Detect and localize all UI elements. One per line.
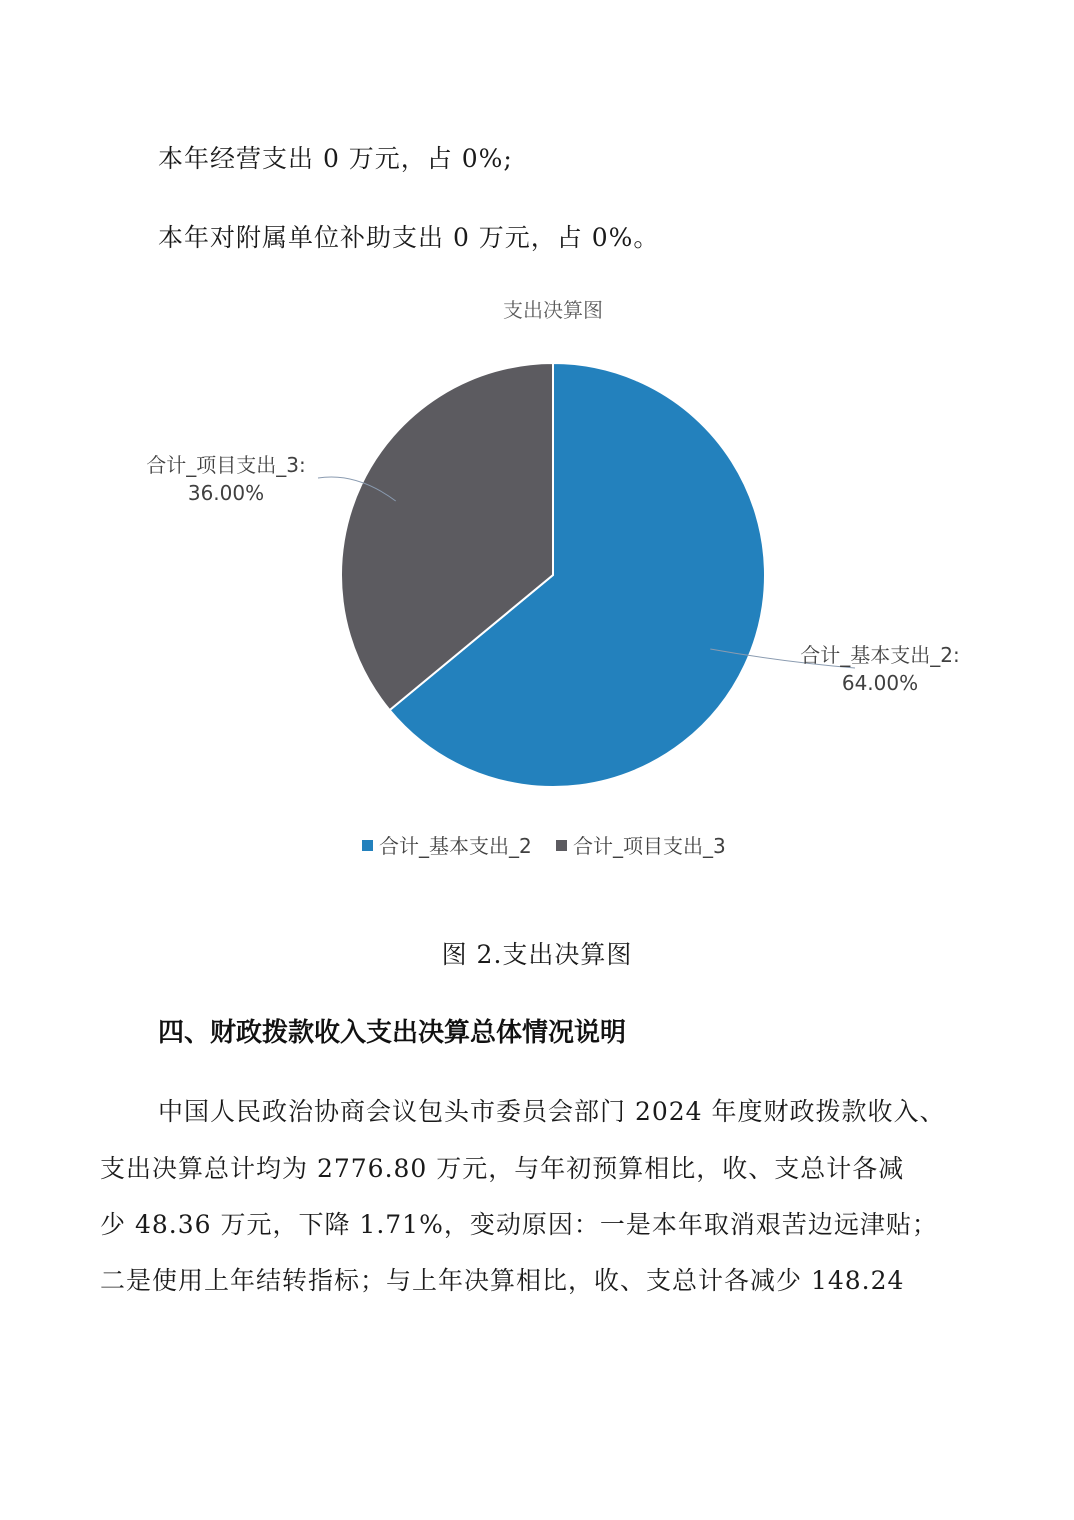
slice-label-value-1: 64.00% [841, 671, 919, 695]
pie-slices [341, 363, 765, 787]
figure-caption: 图 2.支出决算图 [441, 940, 633, 969]
legend-label-2: 合计_项目支出_3 [573, 834, 726, 858]
body-line-3: 少 48.36 万元，下降 1.71%，变动原因：一是本年取消艰苦边远津贴； [100, 1210, 938, 1239]
body-line-4: 二是使用上年结转指标；与上年决算相比，收、支总计各减少 148.24 [100, 1266, 905, 1295]
slice-label-value-2: 36.00% [187, 481, 265, 505]
section-heading: 四、财政拨款收入支出决算总体情况说明 [158, 1018, 627, 1048]
legend-label-1: 合计_基本支出_2 [379, 834, 532, 858]
paragraph-subsidy-expense: 本年对附属单位补助支出 0 万元，占 0%。 [158, 223, 660, 252]
chart-title: 支出决算图 [503, 298, 603, 322]
paragraph-business-expense: 本年经营支出 0 万元，占 0%; [158, 144, 513, 173]
slice-label-name-1: 合计_基本支出_2: [800, 643, 960, 667]
chart-legend [362, 834, 726, 858]
legend-swatch-1 [362, 840, 373, 851]
expenditure-pie-chart [0, 280, 1074, 880]
body-line-2: 支出决算总计均为 2776.80 万元，与年初预算相比，收、支总计各减 [100, 1154, 905, 1183]
body-line-1: 中国人民政治协商会议包头市委员会部门 2024 年度财政拨款收入、 [158, 1097, 946, 1126]
legend-swatch-2 [556, 840, 567, 851]
slice-label-name-2: 合计_项目支出_3: [146, 453, 306, 477]
